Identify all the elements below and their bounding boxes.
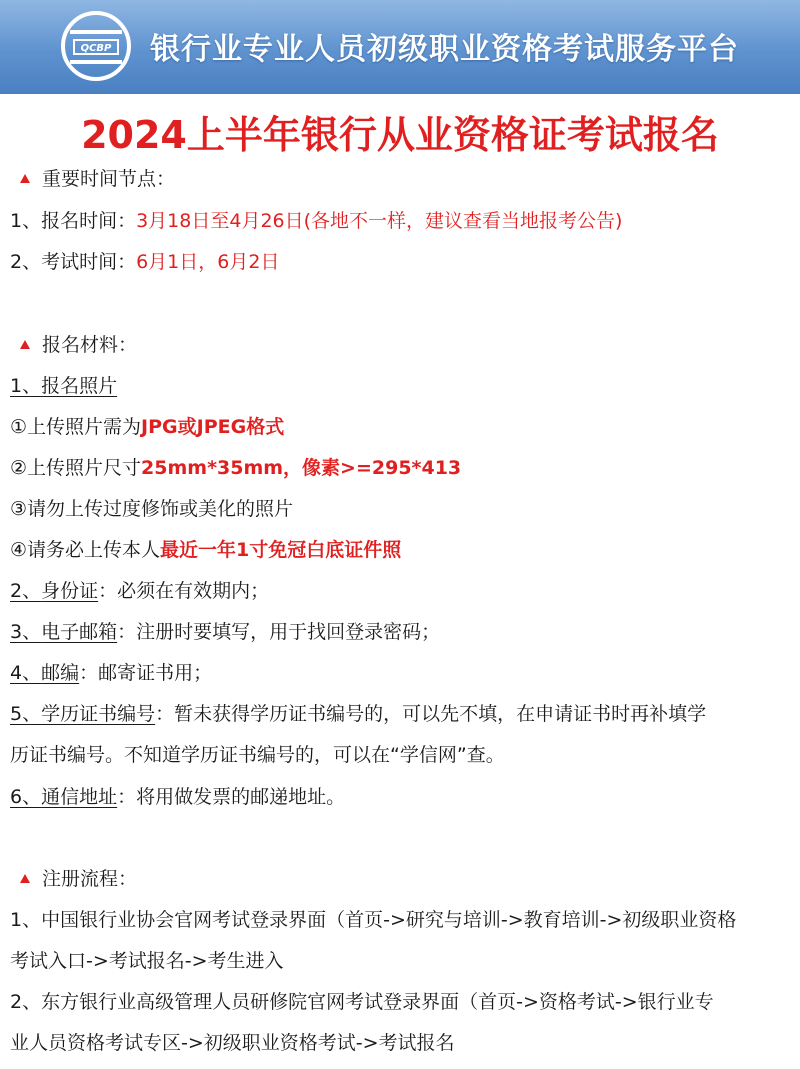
registration-step-1-cont: 考试入口->考试报名->考生进入	[10, 950, 284, 972]
material-postcode: 4、邮编：邮寄证书用；	[10, 662, 213, 684]
registration-step-1: 1、中国银行业协会官网考试登录界面（首页->研究与培训->教育培训->初级职业资格	[10, 909, 737, 931]
section-heading-time: 重要时间节点：	[10, 166, 175, 192]
photo-rule-format: ①上传照片需为JPG或JPEG格式	[10, 416, 285, 438]
svg-text:QCBP: QCBP	[80, 43, 112, 54]
material-degree-number-cont: 历证书编号。不知道学历证书编号的，可以在“学信网”查。	[10, 744, 505, 766]
material-email: 3、电子邮箱：注册时要填写，用于找回登录密码；	[10, 621, 441, 643]
photo-rule-size: ②上传照片尺寸25mm*35mm，像素>=295*413	[10, 457, 462, 479]
page-title: 2024上半年银行从业资格证考试报名	[81, 113, 719, 157]
material-address: 6、通信地址：将用做发票的邮递地址。	[10, 786, 346, 808]
triangle-bullet-icon	[20, 340, 30, 349]
section-heading-materials: 报名材料：	[10, 332, 137, 358]
material-id-card: 2、身份证：必须在有效期内；	[10, 580, 270, 602]
platform-title: 银行业专业人员初级职业资格考试服务平台	[150, 32, 739, 67]
registration-step-2: 2、东方银行业高级管理人员研修院官网考试登录界面（首页->资格考试->银行业专	[10, 991, 714, 1013]
qcbp-logo	[60, 10, 132, 82]
material-degree-number: 5、学历证书编号：暂未获得学历证书编号的，可以先不填，在申请证书时再补填学	[10, 703, 707, 725]
photo-title: 1、报名照片	[10, 375, 118, 397]
site-header	[0, 0, 800, 94]
section-heading-registration: 注册流程：	[10, 866, 137, 892]
triangle-bullet-icon	[20, 174, 30, 183]
registration-step-2-cont: 业人员资格考试专区->初级职业资格考试->考试报名	[10, 1032, 455, 1054]
triangle-bullet-icon	[20, 874, 30, 883]
photo-rule-no-retouch: ③请勿上传过度修饰或美化的照片	[10, 498, 294, 520]
photo-rule-recent: ④请务必上传本人最近一年1寸免冠白底证件照	[10, 539, 402, 561]
list-item-register-time: 1、报名时间：3月18日至4月26日(各地不一样，建议查看当地报考公告)	[10, 210, 623, 232]
list-item-exam-time: 2、考试时间：6月1日，6月2日	[10, 251, 280, 273]
